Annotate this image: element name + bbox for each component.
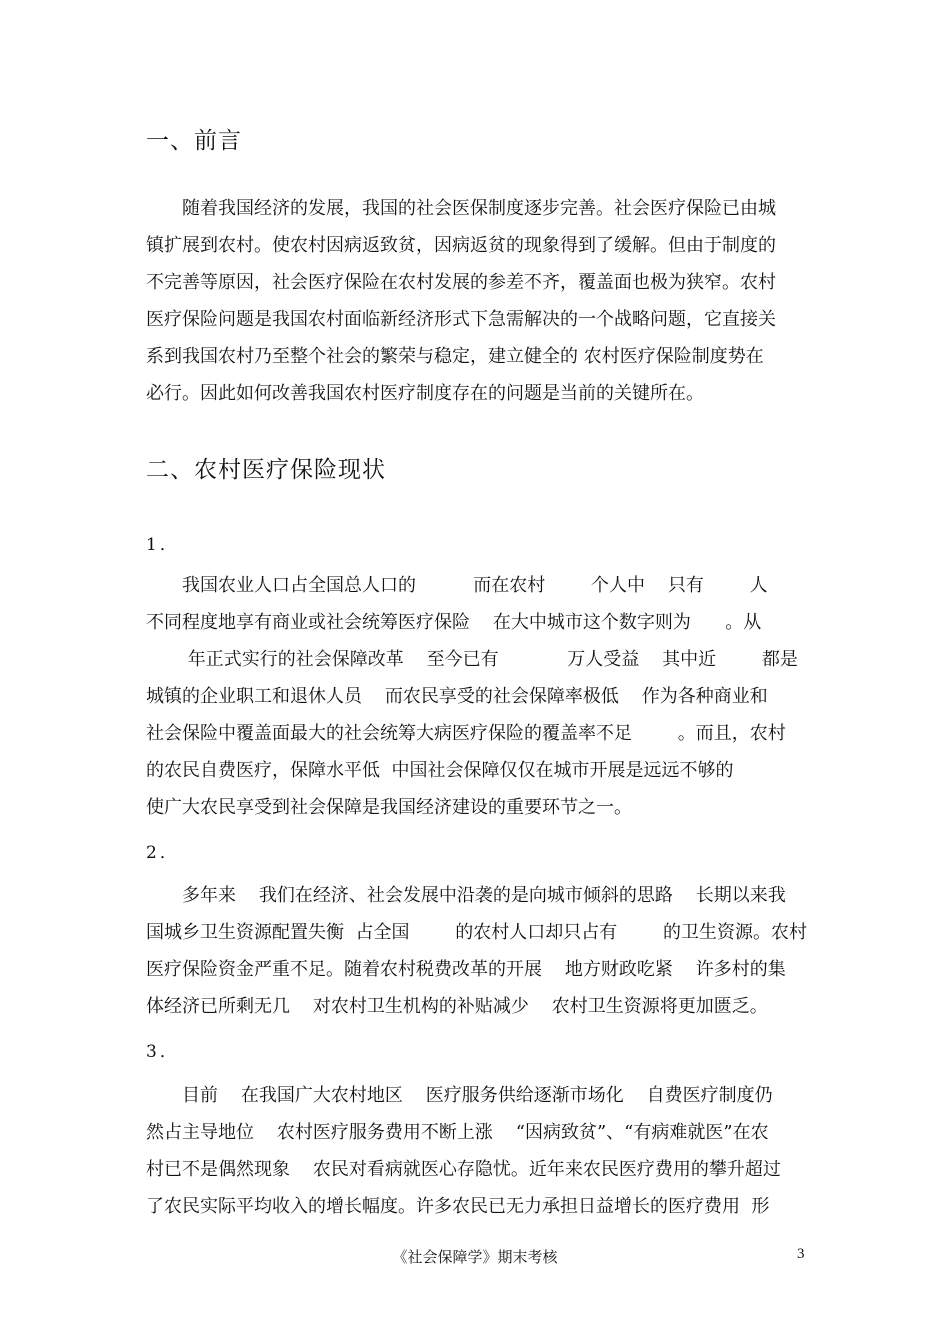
paragraph-line: 随着我国经济的发展，我国的社会医保制度逐步完善。社会医疗保险已由城 (182, 198, 776, 219)
subsection-heading-3: 3． (146, 1042, 180, 1062)
paragraph-line: 的农民自费医疗，保障水平低 中国社会保障仅仅在城市开展是远远不够的 (146, 760, 734, 781)
paragraph-line: 体经济已所剩无几 对农村卫生机构的补贴减少 农村卫生资源将更加匮乏。 (146, 996, 768, 1017)
paragraph-line: 多年来 我们在经济、社会发展中沿袭的是向城市倾斜的思路 长期以来我 (182, 885, 786, 906)
section-heading-preface: 一、前言 (146, 128, 242, 154)
paragraph-line: 社会保险中覆盖面最大的社会统筹大病医疗保险的覆盖率不足 。而且，农村 (146, 723, 786, 744)
paragraph-line: 医疗保险问题是我国农村面临新经济形式下急需解决的一个战略问题，它直接关 (146, 309, 776, 330)
paragraph-line: 镇扩展到农村。使农村因病返致贫，因病返贫的现象得到了缓解。但由于制度的 (146, 235, 776, 256)
paragraph-line: 然占主导地位 农村医疗服务费用不断上涨 “因病致贫”、“有病难就医”在农 (146, 1122, 769, 1143)
paragraph-line: 必行。因此如何改善我国农村医疗制度存在的问题是当前的关键所在。 (146, 383, 704, 404)
page-footer: 《社会保障学》期末考核 (392, 1248, 558, 1266)
paragraph-line: 不同程度地享有商业或社会统筹医疗保险 在大中城市这个数字则为 。从 (146, 612, 762, 633)
page-number: 3 (797, 1246, 805, 1262)
paragraph-line: 使广大农民享受到社会保障是我国经济建设的重要环节之一。 (146, 797, 632, 818)
paragraph-line: 村已不是偶然现象 农民对看病就医心存隐忧。近年来农民医疗费用的攀升超过 (146, 1159, 781, 1180)
section-heading-status: 二、农村医疗保险现状 (146, 457, 386, 483)
paragraph-line: 目前 在我国广大农村地区 医疗服务供给逐渐市场化 自费医疗制度仍 (182, 1085, 773, 1106)
subsection-heading-2: 2． (146, 843, 180, 863)
paragraph-line: 我国农业人口占全国总人口的 而在农村 个人中 只有 人 (182, 575, 768, 596)
paragraph-line: 年正式实行的社会保障改革 至今已有 万人受益 其中近 都是 (182, 649, 798, 670)
subsection-heading-1: 1． (146, 535, 180, 555)
paragraph-line: 国城乡卫生资源配置失衡 占全国 的农村人口却只占有 的卫生资源。农村 (146, 922, 807, 943)
paragraph-line: 城镇的企业职工和退休人员 而农民享受的社会保障率极低 作为各种商业和 (146, 686, 768, 707)
paragraph-line: 不完善等原因，社会医疗保险在农村发展的参差不齐，覆盖面也极为狭窄。农村 (146, 272, 776, 293)
paragraph-line: 医疗保险资金严重不足。随着农村税费改革的开展 地方财政吃紧 许多村的集 (146, 959, 786, 980)
paragraph-line: 系到我国农村乃至整个社会的繁荣与稳定，建立健全的 农村医疗保险制度势在 (146, 346, 764, 367)
paragraph-line: 了农民实际平均收入的增长幅度。许多农民已无力承担日益增长的医疗费用 形 (146, 1196, 770, 1217)
